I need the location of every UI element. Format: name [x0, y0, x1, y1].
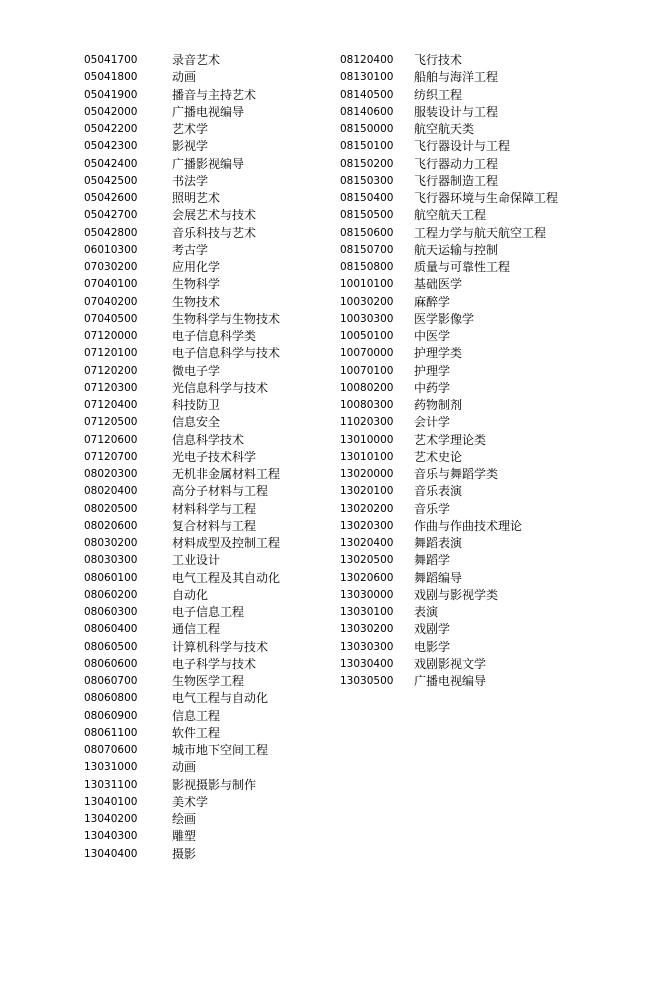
list-item [84, 777, 280, 794]
major-code: 13020100 [340, 485, 394, 498]
list-item [84, 570, 280, 587]
major-name: 照明艺术 [172, 191, 221, 205]
major-code: 08060100 [84, 571, 138, 584]
major-code: 08030300 [84, 554, 138, 567]
list-item [84, 276, 280, 293]
major-name: 电子信息科学类 [172, 329, 257, 343]
list-item [84, 52, 280, 69]
major-name: 服装设计与工程 [414, 104, 499, 119]
major-name: 电子信息工程 [172, 605, 245, 619]
major-code: 08060700 [84, 675, 138, 687]
major-name: 作曲与作曲技术理论 [414, 518, 523, 533]
major-name: 无机非金属材料工程 [172, 467, 281, 481]
major-name: 航天运输与控制 [414, 242, 499, 257]
major-code: 08150400 [340, 192, 394, 204]
list-item [340, 380, 558, 397]
major-code: 08140500 [340, 88, 394, 101]
list-item [84, 759, 280, 776]
major-code: 13030300 [340, 640, 394, 653]
major-name: 护理学 [414, 363, 451, 378]
major-code: 08120400 [340, 54, 394, 66]
major-code: 08150300 [340, 174, 394, 187]
list-item [340, 639, 558, 656]
major-name: 舞蹈学 [414, 553, 451, 568]
major-code: 08060800 [84, 692, 138, 705]
major-name: 医学影像学 [414, 311, 475, 326]
list-item [84, 432, 280, 449]
major-name: 音乐科技与艺术 [172, 225, 257, 240]
major-name: 舞蹈表演 [414, 536, 463, 550]
major-code: 08150100 [340, 140, 394, 153]
major-name: 录音艺术 [172, 53, 221, 67]
major-code: 05042800 [84, 226, 138, 239]
major-code: 07040200 [84, 295, 138, 308]
list-item [340, 87, 558, 104]
list-item [340, 587, 558, 604]
major-code: 08150500 [340, 209, 394, 222]
major-name: 书法学 [172, 173, 209, 188]
major-name: 播音与主持艺术 [172, 87, 257, 102]
list-item [340, 432, 558, 449]
major-code: 10070000 [340, 347, 394, 360]
list-item [84, 380, 280, 397]
major-name: 生物医学工程 [172, 674, 245, 688]
list-item [340, 604, 558, 621]
major-code: 08060900 [84, 709, 138, 722]
major-name: 船舶与海洋工程 [414, 70, 499, 85]
list-item [340, 552, 558, 569]
list-item [84, 552, 280, 569]
list-item [340, 276, 558, 293]
major-code: 05041700 [84, 54, 138, 66]
major-code: 10030200 [340, 295, 394, 308]
list-item [84, 414, 280, 431]
major-name: 表演 [414, 605, 439, 619]
list-item [84, 294, 280, 311]
major-name: 动画 [172, 760, 197, 775]
major-name: 工程力学与航天航空工程 [414, 225, 547, 240]
major-name: 科技防卫 [172, 398, 221, 412]
major-code: 13030500 [340, 675, 394, 687]
major-name: 微电子学 [172, 363, 221, 378]
major-name: 音乐表演 [414, 484, 463, 499]
list-item [84, 811, 280, 828]
major-name: 戏剧与影视学类 [414, 587, 499, 602]
major-code: 10080300 [340, 399, 394, 411]
major-code: 05041800 [84, 71, 138, 84]
list-item [340, 656, 558, 673]
major-code: 13020400 [340, 537, 394, 549]
major-code: 06010300 [84, 243, 138, 256]
major-code: 08060600 [84, 657, 138, 670]
major-code: 13030100 [340, 606, 394, 618]
list-item [84, 397, 280, 414]
list-item [84, 225, 280, 242]
list-item [340, 156, 558, 173]
list-item [84, 328, 280, 345]
list-item [84, 518, 280, 535]
major-code: 07120100 [84, 347, 138, 360]
major-code: 13040100 [84, 795, 138, 808]
list-item [84, 846, 280, 863]
major-name: 艺术学理论类 [414, 432, 487, 447]
list-item [84, 742, 280, 759]
list-item [340, 52, 558, 69]
major-name: 广播电视编导 [172, 104, 245, 119]
list-item [340, 259, 558, 276]
list-item [84, 242, 280, 259]
list-item [340, 449, 558, 466]
list-item [84, 259, 280, 276]
major-code: 10010100 [340, 278, 394, 291]
major-code: 08150800 [340, 261, 394, 273]
major-code: 08150000 [340, 123, 394, 135]
major-name: 信息科学技术 [172, 432, 245, 447]
list-item [340, 242, 558, 259]
major-name: 软件工程 [172, 725, 221, 740]
major-name: 中医学 [414, 329, 451, 343]
list-item [84, 363, 280, 380]
major-code: 05042200 [84, 123, 138, 135]
major-name: 舞蹈编导 [414, 570, 463, 585]
list-item [340, 138, 558, 155]
major-code: 13040200 [84, 813, 138, 825]
major-code: 08060400 [84, 623, 138, 636]
major-code: 07030200 [84, 261, 138, 273]
major-code: 08060500 [84, 640, 138, 653]
major-name: 复合材料与工程 [172, 518, 257, 533]
list-item [84, 673, 280, 690]
major-code: 05042300 [84, 140, 138, 153]
major-name: 生物技术 [172, 294, 221, 309]
list-item [84, 690, 280, 707]
major-code: 08060200 [84, 588, 138, 601]
list-item [340, 535, 558, 552]
major-name: 护理学类 [414, 346, 463, 361]
major-name: 飞行器环境与生命保障工程 [414, 191, 559, 205]
major-code: 13030000 [340, 588, 394, 601]
major-code: 13010100 [340, 450, 394, 463]
list-item [340, 225, 558, 242]
major-code: 08030200 [84, 537, 138, 549]
major-code: 11020300 [340, 416, 394, 429]
major-name: 飞行器制造工程 [414, 173, 499, 188]
major-code: 08070600 [84, 744, 138, 756]
major-name: 纺织工程 [414, 87, 463, 102]
major-code: 08020400 [84, 485, 138, 498]
list-item [340, 501, 558, 518]
major-code: 08020300 [84, 468, 138, 480]
major-code: 08130100 [340, 71, 394, 84]
major-code: 08150200 [340, 157, 394, 170]
major-name: 影视摄影与制作 [172, 777, 257, 792]
major-name: 摄影 [172, 846, 197, 861]
major-name: 生物科学 [172, 277, 221, 292]
list-item [84, 535, 280, 552]
list-item [84, 725, 280, 742]
list-item [340, 190, 558, 207]
major-name: 麻醉学 [414, 294, 451, 309]
major-name: 高分子材料与工程 [172, 484, 269, 499]
list-item [340, 69, 558, 86]
list-item [340, 673, 558, 690]
major-code: 13020000 [340, 468, 394, 480]
major-name: 飞行器设计与工程 [414, 139, 511, 154]
list-item [340, 173, 558, 190]
major-code: 05042500 [84, 174, 138, 187]
list-item [340, 483, 558, 500]
major-code: 07120400 [84, 399, 138, 411]
list-item [84, 501, 280, 518]
major-code: 07040500 [84, 312, 138, 325]
major-code: 07120700 [84, 450, 138, 463]
list-item [84, 156, 280, 173]
list-item [84, 138, 280, 155]
list-item [340, 570, 558, 587]
major-name: 美术学 [172, 794, 209, 809]
major-name: 光电子技术科学 [172, 449, 257, 464]
major-name: 材料成型及控制工程 [172, 536, 281, 550]
major-code: 08060300 [84, 606, 138, 618]
major-code: 05041900 [84, 88, 138, 101]
major-code: 08061100 [84, 726, 138, 739]
major-code: 05042600 [84, 192, 138, 204]
major-name: 动画 [172, 70, 197, 85]
major-name: 艺术史论 [414, 449, 463, 464]
list-item [340, 104, 558, 121]
major-code: 13040300 [84, 830, 138, 843]
major-code: 08020500 [84, 502, 138, 515]
list-item [84, 656, 280, 673]
major-code: 13020600 [340, 571, 394, 584]
major-name: 工业设计 [172, 553, 221, 568]
list-item [84, 87, 280, 104]
major-code: 10070100 [340, 364, 394, 377]
major-name: 会计学 [414, 415, 451, 430]
major-name: 自动化 [172, 587, 209, 602]
major-code: 07120000 [84, 330, 138, 342]
major-code: 07120600 [84, 433, 138, 446]
major-name: 基础医学 [414, 277, 463, 292]
list-item [84, 466, 280, 483]
major-code: 08150700 [340, 243, 394, 256]
right-column [340, 52, 558, 690]
list-item [84, 69, 280, 86]
major-name: 考古学 [172, 242, 209, 257]
major-code: 07120500 [84, 416, 138, 429]
major-code: 13030200 [340, 623, 394, 636]
major-code: 13031100 [84, 778, 138, 791]
list-item [84, 104, 280, 121]
major-name: 音乐与舞蹈学类 [414, 467, 499, 481]
major-code: 13020300 [340, 519, 394, 532]
major-name: 信息工程 [172, 708, 221, 723]
major-code: 08020600 [84, 519, 138, 532]
list-item [84, 345, 280, 362]
major-name: 航空航天类 [414, 122, 475, 136]
major-name: 材料科学与工程 [172, 501, 257, 516]
major-name: 飞行器动力工程 [414, 156, 499, 171]
major-name: 影视学 [172, 139, 209, 154]
list-item [340, 397, 558, 414]
list-item [340, 207, 558, 224]
list-item [84, 708, 280, 725]
major-name: 中药学 [414, 380, 451, 395]
major-code: 10080200 [340, 381, 394, 394]
list-item [84, 121, 280, 138]
list-item [84, 604, 280, 621]
list-item [84, 587, 280, 604]
major-name: 电子科学与技术 [172, 656, 257, 671]
major-name: 音乐学 [414, 501, 451, 516]
list-item [84, 207, 280, 224]
list-item [340, 121, 558, 138]
major-code: 07120300 [84, 381, 138, 394]
major-code: 13040400 [84, 847, 138, 860]
major-name: 信息安全 [172, 415, 221, 430]
major-name: 广播影视编导 [172, 156, 245, 171]
major-name: 航空航天工程 [414, 208, 487, 223]
list-item [84, 621, 280, 638]
major-code: 05042700 [84, 209, 138, 222]
list-item [84, 639, 280, 656]
major-code: 08140600 [340, 105, 394, 118]
list-item [340, 328, 558, 345]
list-item [84, 828, 280, 845]
major-code: 10050100 [340, 330, 394, 342]
left-column [84, 52, 280, 863]
major-code: 07120200 [84, 364, 138, 377]
list-item [84, 449, 280, 466]
major-code: 05042000 [84, 105, 138, 118]
list-item [340, 294, 558, 311]
major-name: 光信息科学与技术 [172, 380, 269, 395]
major-code: 13010000 [340, 433, 394, 446]
list-item [84, 311, 280, 328]
major-name: 电影学 [414, 639, 451, 654]
major-code: 13020200 [340, 502, 394, 515]
major-name: 通信工程 [172, 622, 221, 637]
major-name: 雕塑 [172, 829, 197, 844]
major-code: 05042400 [84, 157, 138, 170]
list-item [340, 466, 558, 483]
major-name: 计算机科学与技术 [172, 639, 269, 654]
list-item [340, 518, 558, 535]
major-name: 会展艺术与技术 [172, 208, 257, 223]
major-name: 飞行技术 [414, 53, 463, 67]
major-name: 药物制剂 [414, 398, 463, 412]
list-item [340, 414, 558, 431]
list-item [84, 173, 280, 190]
major-code: 10030300 [340, 312, 394, 325]
major-name: 广播电视编导 [414, 674, 487, 688]
list-item [340, 363, 558, 380]
major-name: 艺术学 [172, 122, 209, 136]
major-code: 13031000 [84, 761, 138, 774]
list-item [340, 621, 558, 638]
major-code: 07040100 [84, 278, 138, 291]
major-code: 13030400 [340, 657, 394, 670]
major-name: 绘画 [172, 812, 197, 826]
major-code: 13020500 [340, 554, 394, 567]
list-item [340, 345, 558, 362]
list-item [340, 311, 558, 328]
major-name: 戏剧影视文学 [414, 656, 487, 671]
major-name: 电气工程与自动化 [172, 691, 269, 706]
major-name: 生物科学与生物技术 [172, 311, 281, 326]
major-name: 质量与可靠性工程 [414, 260, 511, 274]
list-item [84, 794, 280, 811]
major-code: 08150600 [340, 226, 394, 239]
major-name: 电子信息科学与技术 [172, 346, 281, 361]
major-name: 戏剧学 [414, 622, 451, 637]
list-item [84, 190, 280, 207]
major-name: 应用化学 [172, 260, 221, 274]
major-name: 电气工程及其自动化 [172, 570, 281, 585]
major-name: 城市地下空间工程 [172, 743, 269, 757]
list-item [84, 483, 280, 500]
